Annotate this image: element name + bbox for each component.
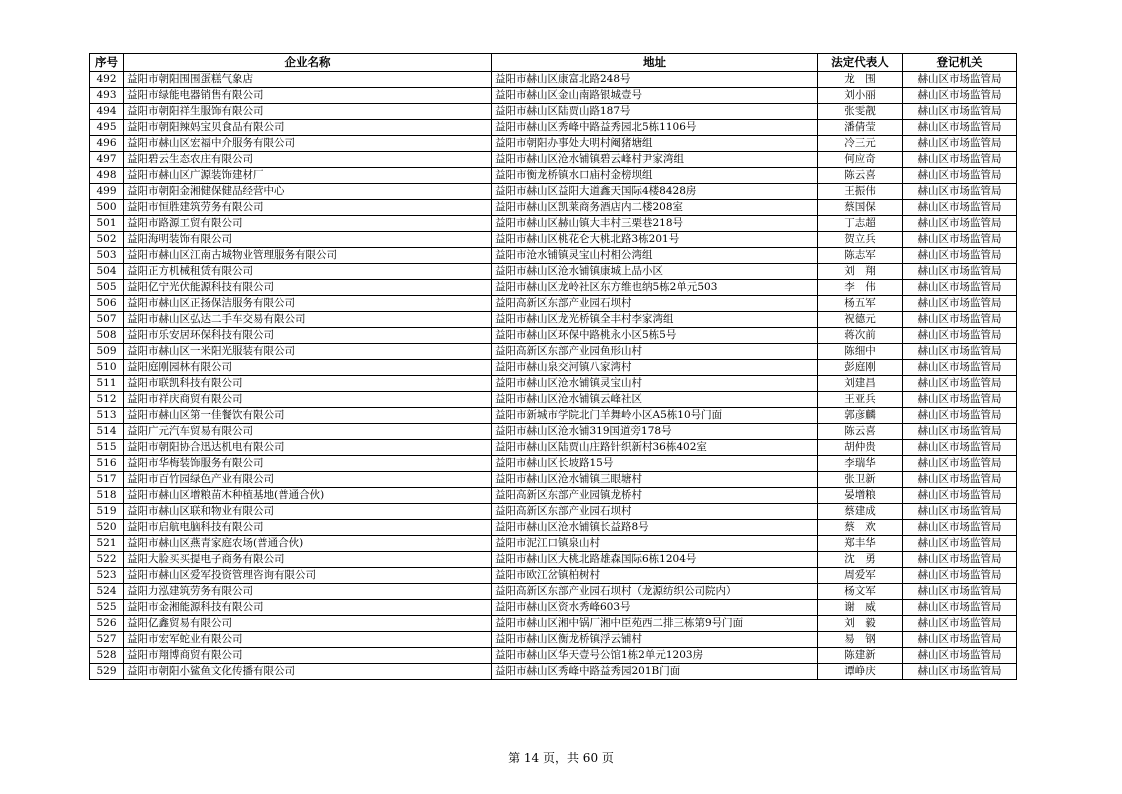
cell-company-name: 益阳市赫山区宏福中介服务有限公司 <box>124 136 492 152</box>
cell-address: 益阳市赫山泉交河镇八家湾村 <box>492 360 818 376</box>
table-row <box>90 392 1017 408</box>
cell-legal-rep: 蔡国保 <box>818 200 903 216</box>
cell-company-name: 益阳力泓建筑劳务有限公司 <box>124 584 492 600</box>
cell-legal-rep: 蒋次前 <box>818 328 903 344</box>
cell-no: 494 <box>90 104 124 120</box>
table-row <box>90 248 1017 264</box>
table-row <box>90 568 1017 584</box>
cell-authority: 赫山区市场监管局 <box>903 664 1017 680</box>
table-row <box>90 520 1017 536</box>
cell-company-name: 益阳亿宁光伏能源科技有限公司 <box>124 280 492 296</box>
cell-legal-rep: 杨文军 <box>818 584 903 600</box>
cell-legal-rep: 李瑞华 <box>818 456 903 472</box>
cell-company-name: 益阳大脸买买提电子商务有限公司 <box>124 552 492 568</box>
cell-company-name: 益阳市赫山区正扬保洁服务有限公司 <box>124 296 492 312</box>
cell-address: 益阳市赫山区金山南路银城壹号 <box>492 88 818 104</box>
table-row <box>90 328 1017 344</box>
cell-authority: 赫山区市场监管局 <box>903 552 1017 568</box>
cell-no: 496 <box>90 136 124 152</box>
cell-address: 益阳市赫山区沧水铺镇康城上品小区 <box>492 264 818 280</box>
cell-authority: 赫山区市场监管局 <box>903 296 1017 312</box>
cell-address: 益阳市新城市学院北门羊舞岭小区A5栋10号门面 <box>492 408 818 424</box>
cell-authority: 赫山区市场监管局 <box>903 632 1017 648</box>
cell-address: 益阳市赫山区康富北路248号 <box>492 72 818 88</box>
cell-no: 518 <box>90 488 124 504</box>
table-row <box>90 184 1017 200</box>
cell-company-name: 益阳市华梅装饰服务有限公司 <box>124 456 492 472</box>
table-row <box>90 552 1017 568</box>
table-body <box>90 72 1017 680</box>
cell-legal-rep: 谢 威 <box>818 600 903 616</box>
cell-address: 益阳市赫山区龙岭社区东方维也纳5栋2单元503 <box>492 280 818 296</box>
cell-no: 516 <box>90 456 124 472</box>
cell-legal-rep: 李 伟 <box>818 280 903 296</box>
header-legal-rep: 法定代表人 <box>818 54 903 72</box>
cell-authority: 赫山区市场监管局 <box>903 104 1017 120</box>
cell-no: 521 <box>90 536 124 552</box>
cell-address: 益阳市赫山区华天壹号公馆1栋2单元1203房 <box>492 648 818 664</box>
cell-no: 519 <box>90 504 124 520</box>
table-row <box>90 152 1017 168</box>
cell-address: 益阳高新区东部产业园鱼形山村 <box>492 344 818 360</box>
cell-no: 528 <box>90 648 124 664</box>
cell-authority: 赫山区市场监管局 <box>903 72 1017 88</box>
cell-address: 益阳市赫山区长坡路15号 <box>492 456 818 472</box>
cell-legal-rep: 刘 毅 <box>818 616 903 632</box>
cell-no: 507 <box>90 312 124 328</box>
page-footer: 第 14 页，共 60 页 <box>508 751 614 765</box>
cell-no: 505 <box>90 280 124 296</box>
cell-authority: 赫山区市场监管局 <box>903 376 1017 392</box>
cell-address: 益阳市赫山区沧水铺镇三眼塘村 <box>492 472 818 488</box>
cell-company-name: 益阳市朝阳围围蛋糕气象店 <box>124 72 492 88</box>
cell-legal-rep: 贺立兵 <box>818 232 903 248</box>
cell-address: 益阳高新区东部产业园石坝村 <box>492 296 818 312</box>
cell-legal-rep: 龙 围 <box>818 72 903 88</box>
cell-address: 益阳市赫山区秀峰中路益秀园201B门面 <box>492 664 818 680</box>
table-row <box>90 216 1017 232</box>
cell-legal-rep: 蔡建成 <box>818 504 903 520</box>
table-row <box>90 168 1017 184</box>
cell-authority: 赫山区市场监管局 <box>903 584 1017 600</box>
cell-address: 益阳市赫山区沧水铺镇云峰社区 <box>492 392 818 408</box>
cell-company-name: 益阳市朝阳协合迅达机电有限公司 <box>124 440 492 456</box>
cell-legal-rep: 杨五军 <box>818 296 903 312</box>
cell-company-name: 益阳庭刚园林有限公司 <box>124 360 492 376</box>
cell-address: 益阳市赫山区凯莱商务酒店内二楼208室 <box>492 200 818 216</box>
table-row <box>90 120 1017 136</box>
cell-legal-rep: 冷三元 <box>818 136 903 152</box>
table-row <box>90 296 1017 312</box>
cell-company-name: 益阳市金湘能源科技有限公司 <box>124 600 492 616</box>
cell-authority: 赫山区市场监管局 <box>903 88 1017 104</box>
table-row <box>90 424 1017 440</box>
cell-authority: 赫山区市场监管局 <box>903 440 1017 456</box>
cell-company-name: 益阳市赫山区弘达二手车交易有限公司 <box>124 312 492 328</box>
cell-no: 503 <box>90 248 124 264</box>
cell-authority: 赫山区市场监管局 <box>903 648 1017 664</box>
cell-no: 515 <box>90 440 124 456</box>
cell-authority: 赫山区市场监管局 <box>903 216 1017 232</box>
cell-address: 益阳市欧江岔镇柏树村 <box>492 568 818 584</box>
cell-legal-rep: 郑丰华 <box>818 536 903 552</box>
cell-company-name: 益阳市赫山区增粮苗木种植基地(普通合伙) <box>124 488 492 504</box>
cell-no: 502 <box>90 232 124 248</box>
cell-authority: 赫山区市场监管局 <box>903 456 1017 472</box>
table-row <box>90 600 1017 616</box>
cell-address: 益阳高新区东部产业园石坝村 <box>492 504 818 520</box>
cell-legal-rep: 陈建新 <box>818 648 903 664</box>
cell-authority: 赫山区市场监管局 <box>903 568 1017 584</box>
cell-legal-rep: 晏增粮 <box>818 488 903 504</box>
cell-address: 益阳市赫山区衡龙桥镇浮云铺村 <box>492 632 818 648</box>
table-row <box>90 664 1017 680</box>
cell-address: 益阳市赫山区桃花仑大桃北路3栋201号 <box>492 232 818 248</box>
cell-company-name: 益阳海明装饰有限公司 <box>124 232 492 248</box>
cell-no: 523 <box>90 568 124 584</box>
cell-no: 504 <box>90 264 124 280</box>
cell-company-name: 益阳市赫山区第一佳餐饮有限公司 <box>124 408 492 424</box>
cell-authority: 赫山区市场监管局 <box>903 360 1017 376</box>
cell-no: 524 <box>90 584 124 600</box>
cell-company-name: 益阳市乐安居环保科技有限公司 <box>124 328 492 344</box>
cell-address: 益阳市赫山区沧水铺镇灵宝山村 <box>492 376 818 392</box>
cell-address: 益阳市赫山区陆贾山庄路针织新村36栋402室 <box>492 440 818 456</box>
cell-authority: 赫山区市场监管局 <box>903 184 1017 200</box>
cell-address: 益阳市赫山区沧水铺319国道旁178号 <box>492 424 818 440</box>
table-row <box>90 360 1017 376</box>
cell-no: 525 <box>90 600 124 616</box>
cell-address: 益阳市赫山区赫山镇大丰村三栗巷218号 <box>492 216 818 232</box>
table-row <box>90 88 1017 104</box>
cell-address: 益阳高新区东部产业园石坝村（龙源纺织公司院内） <box>492 584 818 600</box>
cell-no: 520 <box>90 520 124 536</box>
header-address: 地址 <box>492 54 818 72</box>
cell-address: 益阳市赫山区益阳大道鑫天国际4楼8428房 <box>492 184 818 200</box>
cell-company-name: 益阳市恒胜建筑劳务有限公司 <box>124 200 492 216</box>
cell-company-name: 益阳市赫山区爱军投资管理咨询有限公司 <box>124 568 492 584</box>
cell-no: 493 <box>90 88 124 104</box>
cell-company-name: 益阳市赫山区江南古城物业管理服务有限公司 <box>124 248 492 264</box>
cell-no: 517 <box>90 472 124 488</box>
cell-authority: 赫山区市场监管局 <box>903 120 1017 136</box>
cell-company-name: 益阳市赫山区燕青家庭农场(普通合伙) <box>124 536 492 552</box>
cell-company-name: 益阳市朝阳金湘健保健品经营中心 <box>124 184 492 200</box>
cell-company-name: 益阳市祥庆商贸有限公司 <box>124 392 492 408</box>
cell-legal-rep: 易 钢 <box>818 632 903 648</box>
cell-no: 500 <box>90 200 124 216</box>
cell-company-name: 益阳市绿能电器销售有限公司 <box>124 88 492 104</box>
cell-authority: 赫山区市场监管局 <box>903 232 1017 248</box>
cell-legal-rep: 蔡 欢 <box>818 520 903 536</box>
cell-authority: 赫山区市场监管局 <box>903 536 1017 552</box>
cell-company-name: 益阳市朝阳小鲨鱼文化传播有限公司 <box>124 664 492 680</box>
cell-address: 益阳市衡龙桥镇水口庙村金榜坝组 <box>492 168 818 184</box>
cell-company-name: 益阳市翔博商贸有限公司 <box>124 648 492 664</box>
cell-company-name: 益阳市朝阳祥生服饰有限公司 <box>124 104 492 120</box>
cell-company-name: 益阳广元汽车贸易有限公司 <box>124 424 492 440</box>
cell-no: 498 <box>90 168 124 184</box>
table-row <box>90 264 1017 280</box>
cell-authority: 赫山区市场监管局 <box>903 168 1017 184</box>
cell-authority: 赫山区市场监管局 <box>903 312 1017 328</box>
cell-authority: 赫山区市场监管局 <box>903 408 1017 424</box>
cell-legal-rep: 郭彦麟 <box>818 408 903 424</box>
cell-address: 益阳市赫山区资水秀峰603号 <box>492 600 818 616</box>
cell-authority: 赫山区市场监管局 <box>903 136 1017 152</box>
cell-no: 522 <box>90 552 124 568</box>
cell-no: 514 <box>90 424 124 440</box>
cell-legal-rep: 王振伟 <box>818 184 903 200</box>
table-row <box>90 312 1017 328</box>
cell-company-name: 益阳市联凯科技有限公司 <box>124 376 492 392</box>
table-row <box>90 344 1017 360</box>
cell-authority: 赫山区市场监管局 <box>903 344 1017 360</box>
cell-address: 益阳市赫山区陆贾山路187号 <box>492 104 818 120</box>
cell-no: 510 <box>90 360 124 376</box>
table-row <box>90 440 1017 456</box>
cell-legal-rep: 胡仲贵 <box>818 440 903 456</box>
cell-legal-rep: 陈云喜 <box>818 424 903 440</box>
cell-legal-rep: 周爱军 <box>818 568 903 584</box>
cell-authority: 赫山区市场监管局 <box>903 248 1017 264</box>
cell-no: 506 <box>90 296 124 312</box>
table-row <box>90 504 1017 520</box>
cell-company-name: 益阳市赫山区广源装饰建材厂 <box>124 168 492 184</box>
cell-no: 499 <box>90 184 124 200</box>
table-row <box>90 648 1017 664</box>
cell-legal-rep: 丁志超 <box>818 216 903 232</box>
cell-legal-rep: 沈 勇 <box>818 552 903 568</box>
cell-legal-rep: 王亚兵 <box>818 392 903 408</box>
cell-address: 益阳市赫山区环保中路桃永小区5栋5号 <box>492 328 818 344</box>
cell-company-name: 益阳碧云生态农庄有限公司 <box>124 152 492 168</box>
table-row <box>90 488 1017 504</box>
table-row <box>90 200 1017 216</box>
cell-legal-rep: 刘建昌 <box>818 376 903 392</box>
table-row <box>90 104 1017 120</box>
table-row <box>90 472 1017 488</box>
cell-address: 益阳市赫山区龙光桥镇全丰村李家湾组 <box>492 312 818 328</box>
cell-authority: 赫山区市场监管局 <box>903 264 1017 280</box>
cell-legal-rep: 陈志军 <box>818 248 903 264</box>
cell-no: 501 <box>90 216 124 232</box>
cell-legal-rep: 谭峥庆 <box>818 664 903 680</box>
cell-address: 益阳市赫山区沧水铺镇长益路8号 <box>492 520 818 536</box>
table-row <box>90 280 1017 296</box>
cell-no: 492 <box>90 72 124 88</box>
cell-no: 495 <box>90 120 124 136</box>
cell-address: 益阳市赫山区沧水铺镇碧云峰村尹家湾组 <box>492 152 818 168</box>
table-row <box>90 584 1017 600</box>
cell-company-name: 益阳市百竹园绿色产业有限公司 <box>124 472 492 488</box>
cell-address: 益阳市沧水铺镇灵宝山村相公湾组 <box>492 248 818 264</box>
table-row <box>90 408 1017 424</box>
cell-legal-rep: 陈细中 <box>818 344 903 360</box>
header-authority: 登记机关 <box>903 54 1017 72</box>
cell-no: 526 <box>90 616 124 632</box>
company-registry-table <box>89 53 1017 680</box>
cell-legal-rep: 潘倩莹 <box>818 120 903 136</box>
header-company-name: 企业名称 <box>124 54 492 72</box>
cell-address: 益阳市泥江口镇泉山村 <box>492 536 818 552</box>
cell-company-name: 益阳市赫山区联和物业有限公司 <box>124 504 492 520</box>
cell-authority: 赫山区市场监管局 <box>903 424 1017 440</box>
table-row <box>90 536 1017 552</box>
cell-authority: 赫山区市场监管局 <box>903 280 1017 296</box>
cell-address: 益阳市赫山区大桃北路雄森国际6栋1204号 <box>492 552 818 568</box>
cell-authority: 赫山区市场监管局 <box>903 472 1017 488</box>
cell-legal-rep: 张卫新 <box>818 472 903 488</box>
cell-company-name: 益阳市赫山区一米阳光服装有限公司 <box>124 344 492 360</box>
cell-authority: 赫山区市场监管局 <box>903 600 1017 616</box>
table-row <box>90 456 1017 472</box>
table-row <box>90 632 1017 648</box>
cell-no: 497 <box>90 152 124 168</box>
cell-authority: 赫山区市场监管局 <box>903 504 1017 520</box>
cell-legal-rep: 张雯靓 <box>818 104 903 120</box>
cell-legal-rep: 陈云喜 <box>818 168 903 184</box>
table-row <box>90 232 1017 248</box>
table-row <box>90 72 1017 88</box>
table-row <box>90 136 1017 152</box>
cell-no: 509 <box>90 344 124 360</box>
cell-authority: 赫山区市场监管局 <box>903 488 1017 504</box>
cell-address: 益阳市赫山区秀峰中路益秀园北5栋1106号 <box>492 120 818 136</box>
cell-legal-rep: 祝德元 <box>818 312 903 328</box>
cell-legal-rep: 彭庭刚 <box>818 360 903 376</box>
cell-company-name: 益阳正方机械租赁有限公司 <box>124 264 492 280</box>
cell-no: 512 <box>90 392 124 408</box>
table-header-row <box>90 54 1017 72</box>
cell-company-name: 益阳市路源工贸有限公司 <box>124 216 492 232</box>
cell-authority: 赫山区市场监管局 <box>903 328 1017 344</box>
cell-no: 513 <box>90 408 124 424</box>
cell-company-name: 益阳市宏军蛇业有限公司 <box>124 632 492 648</box>
cell-company-name: 益阳市启航电脑科技有限公司 <box>124 520 492 536</box>
cell-authority: 赫山区市场监管局 <box>903 616 1017 632</box>
cell-no: 511 <box>90 376 124 392</box>
cell-company-name: 益阳市朝阳辣妈宝贝食品有限公司 <box>124 120 492 136</box>
table-row <box>90 616 1017 632</box>
cell-address: 益阳高新区东部产业园镇龙桥村 <box>492 488 818 504</box>
cell-no: 529 <box>90 664 124 680</box>
cell-legal-rep: 刘小丽 <box>818 88 903 104</box>
cell-legal-rep: 何应奇 <box>818 152 903 168</box>
cell-company-name: 益阳亿鑫贸易有限公司 <box>124 616 492 632</box>
cell-authority: 赫山区市场监管局 <box>903 392 1017 408</box>
cell-legal-rep: 刘 翔 <box>818 264 903 280</box>
cell-authority: 赫山区市场监管局 <box>903 152 1017 168</box>
cell-address: 益阳市朝阳办事处大明村阉猪塘组 <box>492 136 818 152</box>
cell-no: 508 <box>90 328 124 344</box>
cell-address: 益阳市赫山区湘中锅厂湘中臣苑西二排三栋第9号门面 <box>492 616 818 632</box>
table-row <box>90 376 1017 392</box>
cell-authority: 赫山区市场监管局 <box>903 520 1017 536</box>
cell-authority: 赫山区市场监管局 <box>903 200 1017 216</box>
cell-no: 527 <box>90 632 124 648</box>
header-no: 序号 <box>90 54 124 72</box>
